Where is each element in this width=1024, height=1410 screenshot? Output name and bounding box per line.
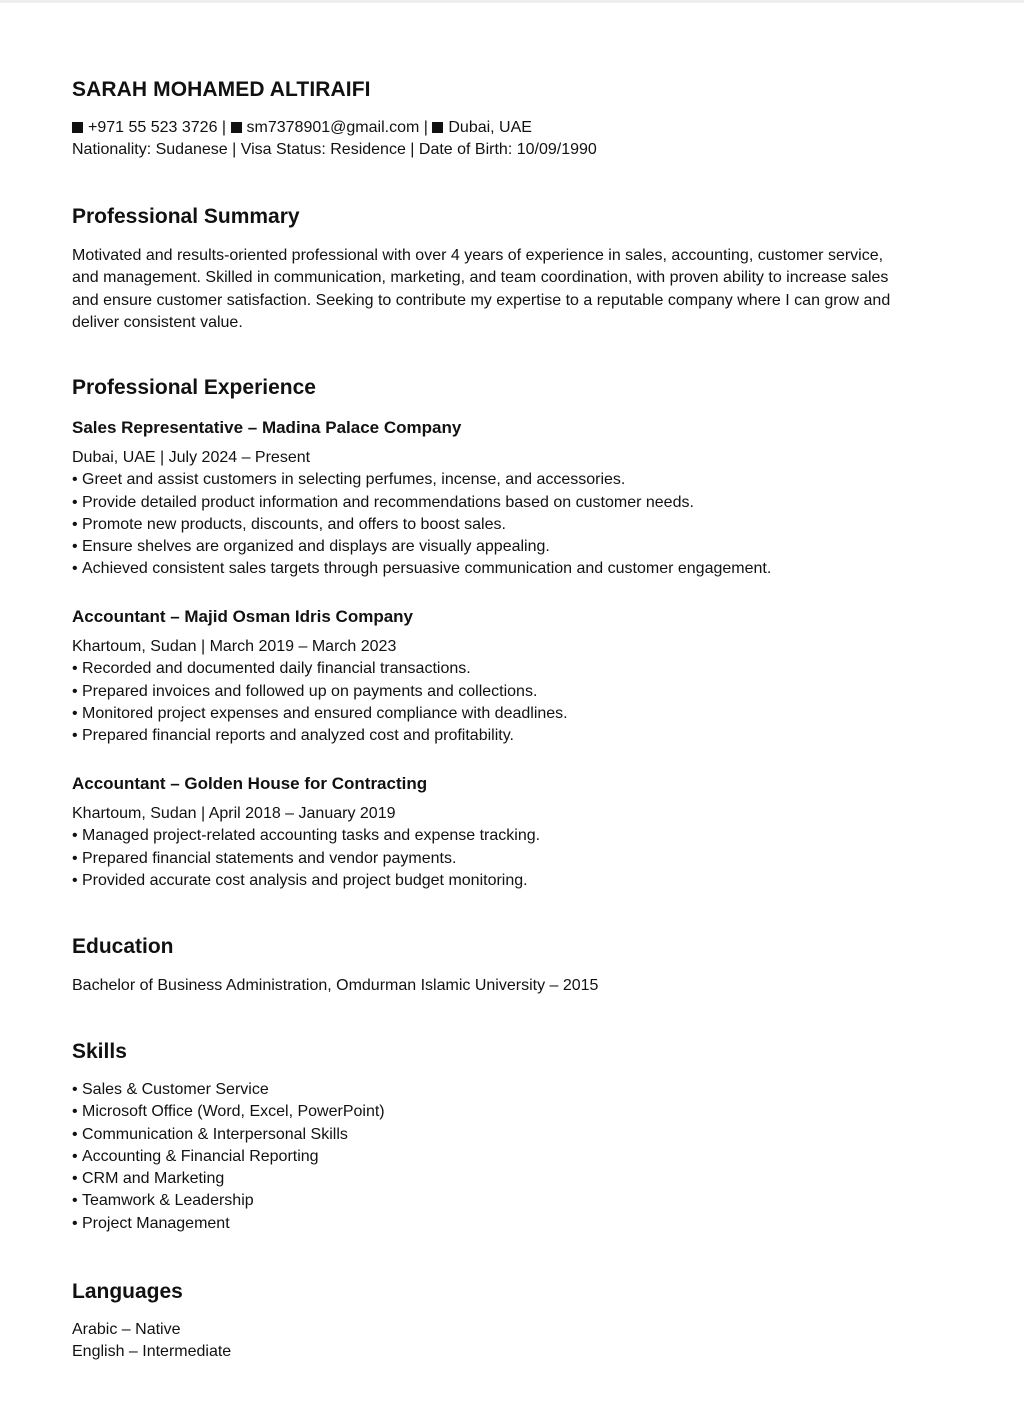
job-bullet: • Managed project-related accounting tasks and expense tracking. (72, 825, 540, 847)
skill-item: • Microsoft Office (Word, Excel, PowerPoint) (72, 1101, 385, 1123)
job-bullet: • Ensure shelves are organized and displays are visually appealing. (72, 536, 771, 558)
contact-line (72, 117, 532, 139)
summary-line: deliver consistent value. (72, 313, 243, 331)
summary-heading: Professional Summary (72, 205, 300, 228)
job-meta: Khartoum, Sudan | April 2018 – January 2019 (72, 805, 396, 822)
job-bullet: • Prepared invoices and followed up on payments and collections. (72, 681, 568, 703)
languages-list (72, 1319, 231, 1364)
skill-item: • Teamwork & Leadership (72, 1190, 385, 1212)
top-border (0, 0, 1024, 3)
email-address: sm7378901@gmail.com (246, 119, 420, 136)
job-bullet: • Monitored project expenses and ensured compliance with deadlines. (72, 703, 568, 725)
separator: | (221, 119, 227, 136)
summary-line: Motivated and results-oriented professional with over 4 years of experience in sales, accounting, customer service, (72, 247, 884, 264)
separator: | (423, 119, 428, 136)
job-title: Accountant – Majid Osman Idris Company (72, 607, 414, 626)
skills-heading: Skills (72, 1040, 127, 1063)
job-bullet: • Prepared financial statements and vendor payments. (72, 848, 540, 870)
skill-item: • Communication & Interpersonal Skills (72, 1124, 385, 1146)
skill-item: • Accounting & Financial Reporting (72, 1146, 385, 1168)
job-bullet: • Provided accurate cost analysis and project budget monitoring. (72, 870, 540, 892)
job-details (72, 803, 540, 892)
job-bullet: • Provide detailed product information and recommendations based on customer needs. (72, 492, 771, 514)
job-bullet: • Achieved consistent sales targets through persuasive communication and customer engagement. (72, 558, 771, 580)
job-bullet: • Recorded and documented daily financial transactions. (72, 658, 568, 680)
phone-icon (72, 122, 83, 133)
phone-number: +971 55 523 3726 (88, 119, 218, 136)
skills-list (72, 1079, 385, 1235)
location-icon (432, 122, 443, 133)
language-item: English – Intermediate (72, 1343, 232, 1361)
education-entry: Bachelor of Business Administration, Omdurman Islamic University – 2015 (72, 977, 599, 994)
language-item: Arabic – Native (72, 1321, 181, 1338)
job-bullet: • Greet and assist customers in selecting perfumes, incense, and accessories. (72, 469, 771, 491)
skill-item: • Sales & Customer Service (72, 1079, 385, 1101)
job-bullet: • Prepared financial reports and analyzed cost and profitability. (72, 725, 568, 747)
job-title: Sales Representative – Madina Palace Company (72, 418, 462, 437)
job-meta: Khartoum, Sudan | March 2019 – March 2023 (72, 638, 397, 655)
summary-line: and management. Skilled in communication, marketing, and team coordination, with proven ability to increase sales (72, 269, 889, 287)
job-details (72, 636, 568, 747)
email-icon (231, 122, 242, 133)
education-heading: Education (72, 935, 174, 958)
job-bullet: • Promote new products, discounts, and offers to boost sales. (72, 514, 771, 536)
job-details (72, 447, 771, 581)
summary-line: and ensure customer satisfaction. Seeking to contribute my expertise to a reputable company where I can grow and (72, 291, 891, 309)
job-meta: Dubai, UAE | July 2024 – Present (72, 449, 311, 466)
job-title: Accountant – Golden House for Contracting (72, 774, 428, 793)
candidate-name: SARAH MOHAMED ALTIRAIFI (72, 78, 371, 101)
experience-heading: Professional Experience (72, 376, 316, 399)
location: Dubai, UAE (448, 119, 532, 136)
skill-item: • CRM and Marketing (72, 1168, 385, 1190)
skill-item: • Project Management (72, 1213, 385, 1235)
personal-details: Nationality: Sudanese | Visa Status: Residence | Date of Birth: 10/09/1990 (72, 141, 597, 158)
languages-heading: Languages (72, 1280, 183, 1303)
summary-text (72, 245, 890, 334)
